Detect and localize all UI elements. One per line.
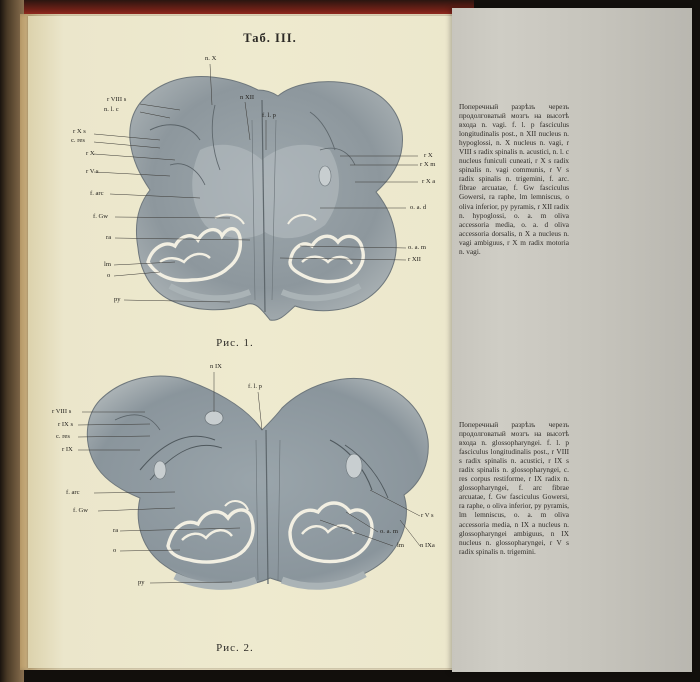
label-c-res: c. res (71, 137, 85, 144)
label-r-v-s-2: r V s (421, 512, 434, 519)
label-f-arc: f. arc (90, 190, 104, 197)
label-r-ix-s: r IX s (58, 421, 74, 428)
label-r-x-s: r X s (73, 128, 86, 135)
label-f-gw-2: f. Gw (73, 507, 89, 514)
label-o-2: o (113, 547, 117, 554)
label-f-l-p-2: f. l. p (248, 383, 262, 390)
figure-1-caption: Рис. 1. (216, 337, 254, 349)
label-ra: ra (106, 234, 112, 241)
section-figure-2 (87, 376, 428, 586)
label-r-viii-s: r VIII s (107, 96, 127, 103)
label-r-x-right: r X (424, 152, 433, 159)
label-r-x-m: r X m (420, 161, 436, 168)
label-o-a-m: o. a. m (408, 244, 426, 251)
legend-text-figure-1: Поперечный разрѣзъ черезъ продолговатый мозгъ на высотѣ входа n. vagi. f. l. p fasciculus longitudinalis post., n XII nucleus n. hypoglossi, n. X nucleus n. vagi, r VIII s radix spinalis n. acustici, n. l. c nucleus funiculi cuneati, r X s radix spinalis n. vagi communis, r V s radix spinalis n. trigemini, f. arc. fibrae arcuatae, f. Gw fasciculus Gowersi, ra raphe, lm lemniscus, o oliva inferior, py pyramis, r XII radix n. hypoglossi, o. a. m oliva accessoria media, o. a. d oliva accessoria dorsalis, n X a nucleus n. vagi ambiguus, r X m radix motoria n. vagi. (459, 102, 569, 256)
legend-text-figure-2: Поперечный разрѣзъ черезъ продолговатый мозгъ на высотѣ входа n. glossopharyngei. f. l. p fasciculus longitudinalis post., r VIII s radix spinalis n. acustici, r IX s radix spinalis n. glossopharyngei, c. res corpus restiforme, r IX radix n. glossopharyngei, f. arc fibrae arcuatae, f. Gw fasciculus Gowersi, ra raphe, o oliva inferior, py pyramis, lm lemniscus, o. a. m oliva accessoria media, n IX a nucleus n. glossopharyngei ambiguus, n IX nucleus n. glossopharyngei, r V s radix spinalis n. trigemini. (459, 420, 569, 556)
label-n-ixa: n IXa (420, 542, 435, 549)
label-o: o (107, 272, 111, 279)
label-ra-2: ra (113, 527, 119, 534)
section-1-lighter-core (192, 145, 339, 238)
label-py: py (114, 296, 121, 303)
label-r-v-s: r V s (86, 168, 99, 175)
label-o-a-d: o. a. d (410, 204, 427, 211)
label-r-ix: r IX (62, 446, 73, 453)
label-f-arc-2: f. arc (66, 489, 80, 496)
label-r-xii: r XII (408, 256, 421, 263)
label-c-res-2: c. res (56, 433, 70, 440)
label-lm-2: lm (397, 542, 404, 549)
figure-2-caption: Рис. 2. (216, 642, 254, 654)
label-n-x: n. X (205, 55, 217, 62)
label-f-gw: f. Gw (93, 213, 109, 220)
label-r-x: r X (86, 150, 95, 157)
label-o-a-m-2: o. a. m (380, 528, 398, 535)
label-py-2: py (138, 579, 145, 586)
label-f-l-p: f. l. p (262, 112, 276, 119)
label-lm: lm (104, 261, 111, 268)
label-r-viii-s-2: r VIII s (52, 408, 72, 415)
label-n-l-c: n. l. c (104, 106, 119, 113)
label-n-ix: n IX (210, 363, 222, 370)
label-n-xii: n XII (240, 94, 255, 101)
label-r-x-a: r X a (422, 178, 436, 185)
plate-title: Таб. III. (243, 31, 297, 45)
